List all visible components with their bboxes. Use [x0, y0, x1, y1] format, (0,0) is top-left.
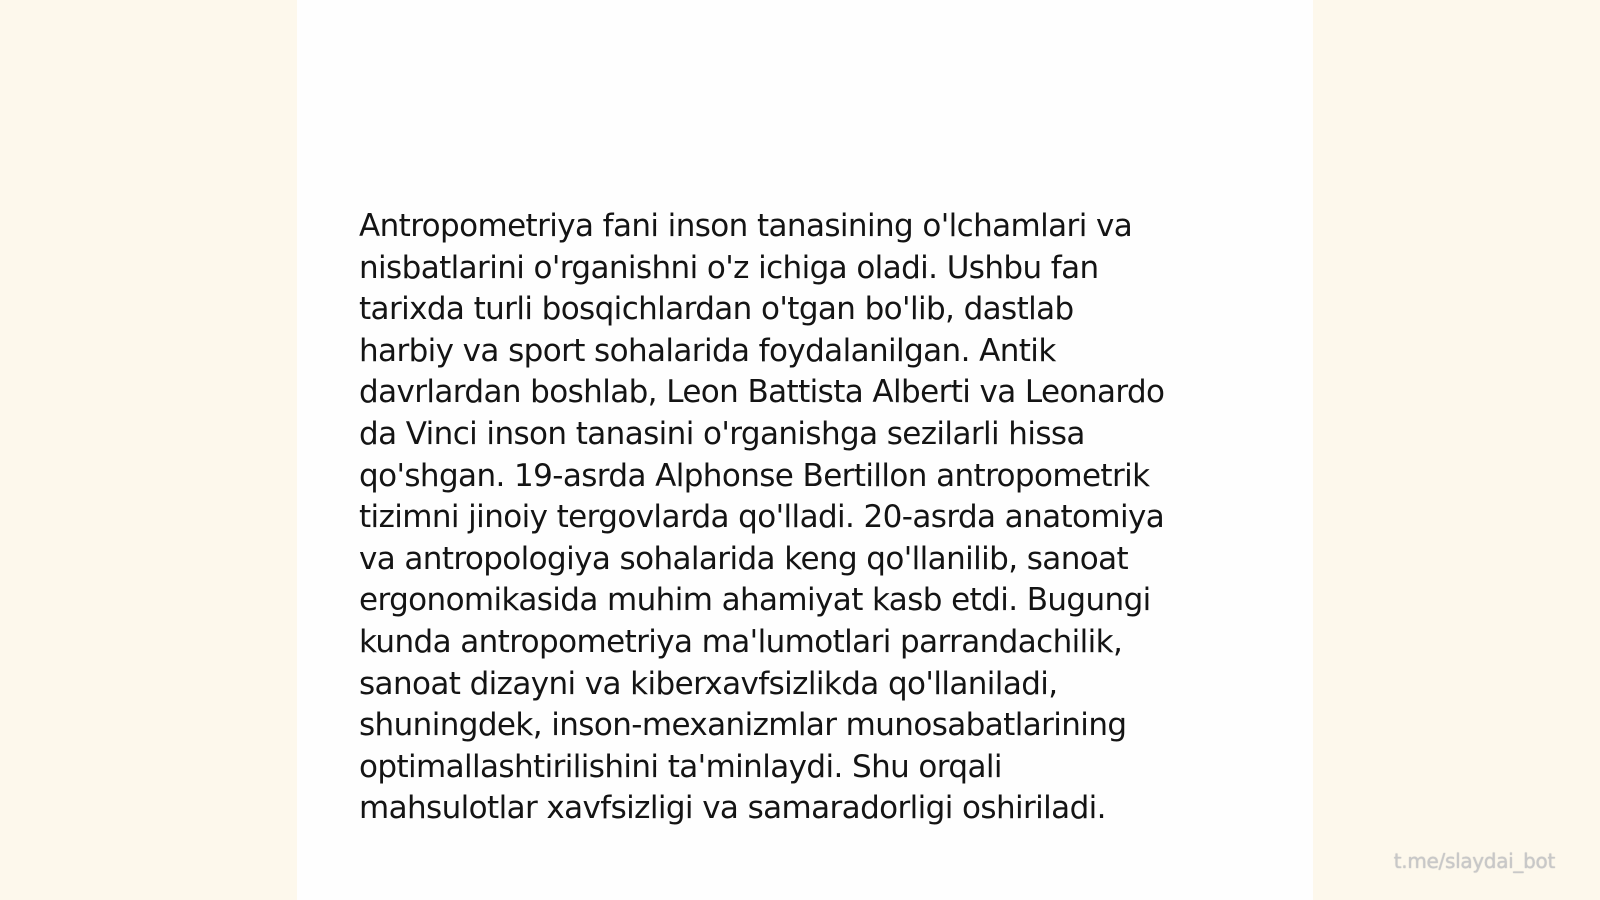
body-line: ergonomikasida muhim ahamiyat kasb etdi. Bugungi: [359, 582, 1151, 619]
body-line: kunda antropometriya ma'lumotlari parrandachilik,: [359, 623, 1123, 660]
body-line: shuningdek, inson-mexanizmlar munosabatlarining: [359, 707, 1127, 744]
body-line: Antropometriya fani inson tanasining o'lchamlari va: [359, 208, 1133, 244]
slide-body-text: [359, 206, 1259, 830]
body-line: da Vinci inson tanasini o'rganishga sezilarli hissa: [359, 415, 1085, 452]
body-line: sanoat dizayni va kiberxavfsizlikda qo'llaniladi,: [359, 665, 1058, 702]
body-line: va antropologiya sohalarida keng qo'llanilib, sanoat: [359, 540, 1129, 577]
body-line: harbiy va sport sohalarida foydalanilgan. Antik: [359, 332, 1056, 369]
body-line: davrlardan boshlab, Leon Battista Alberti va Leonardo: [359, 374, 1165, 411]
body-line: tizimni jinoiy tergovlarda qo'lladi. 20-asrda anatomiya: [359, 499, 1165, 536]
watermark-text: t.me/slaydai_bot: [1393, 849, 1555, 873]
body-line: qo'shgan. 19-asrda Alphonse Bertillon antropometrik: [359, 457, 1150, 494]
body-line: mahsulotlar xavfsizligi va samaradorligi oshiriladi.: [359, 790, 1106, 827]
body-line: optimallashtirilishini ta'minlaydi. Shu orqali: [359, 748, 1002, 785]
body-line: tarixda turli bosqichlardan o'tgan bo'lib, dastlab: [359, 291, 1074, 328]
body-line: nisbatlarini o'rganishni o'z ichiga oladi. Ushbu fan: [359, 249, 1099, 286]
